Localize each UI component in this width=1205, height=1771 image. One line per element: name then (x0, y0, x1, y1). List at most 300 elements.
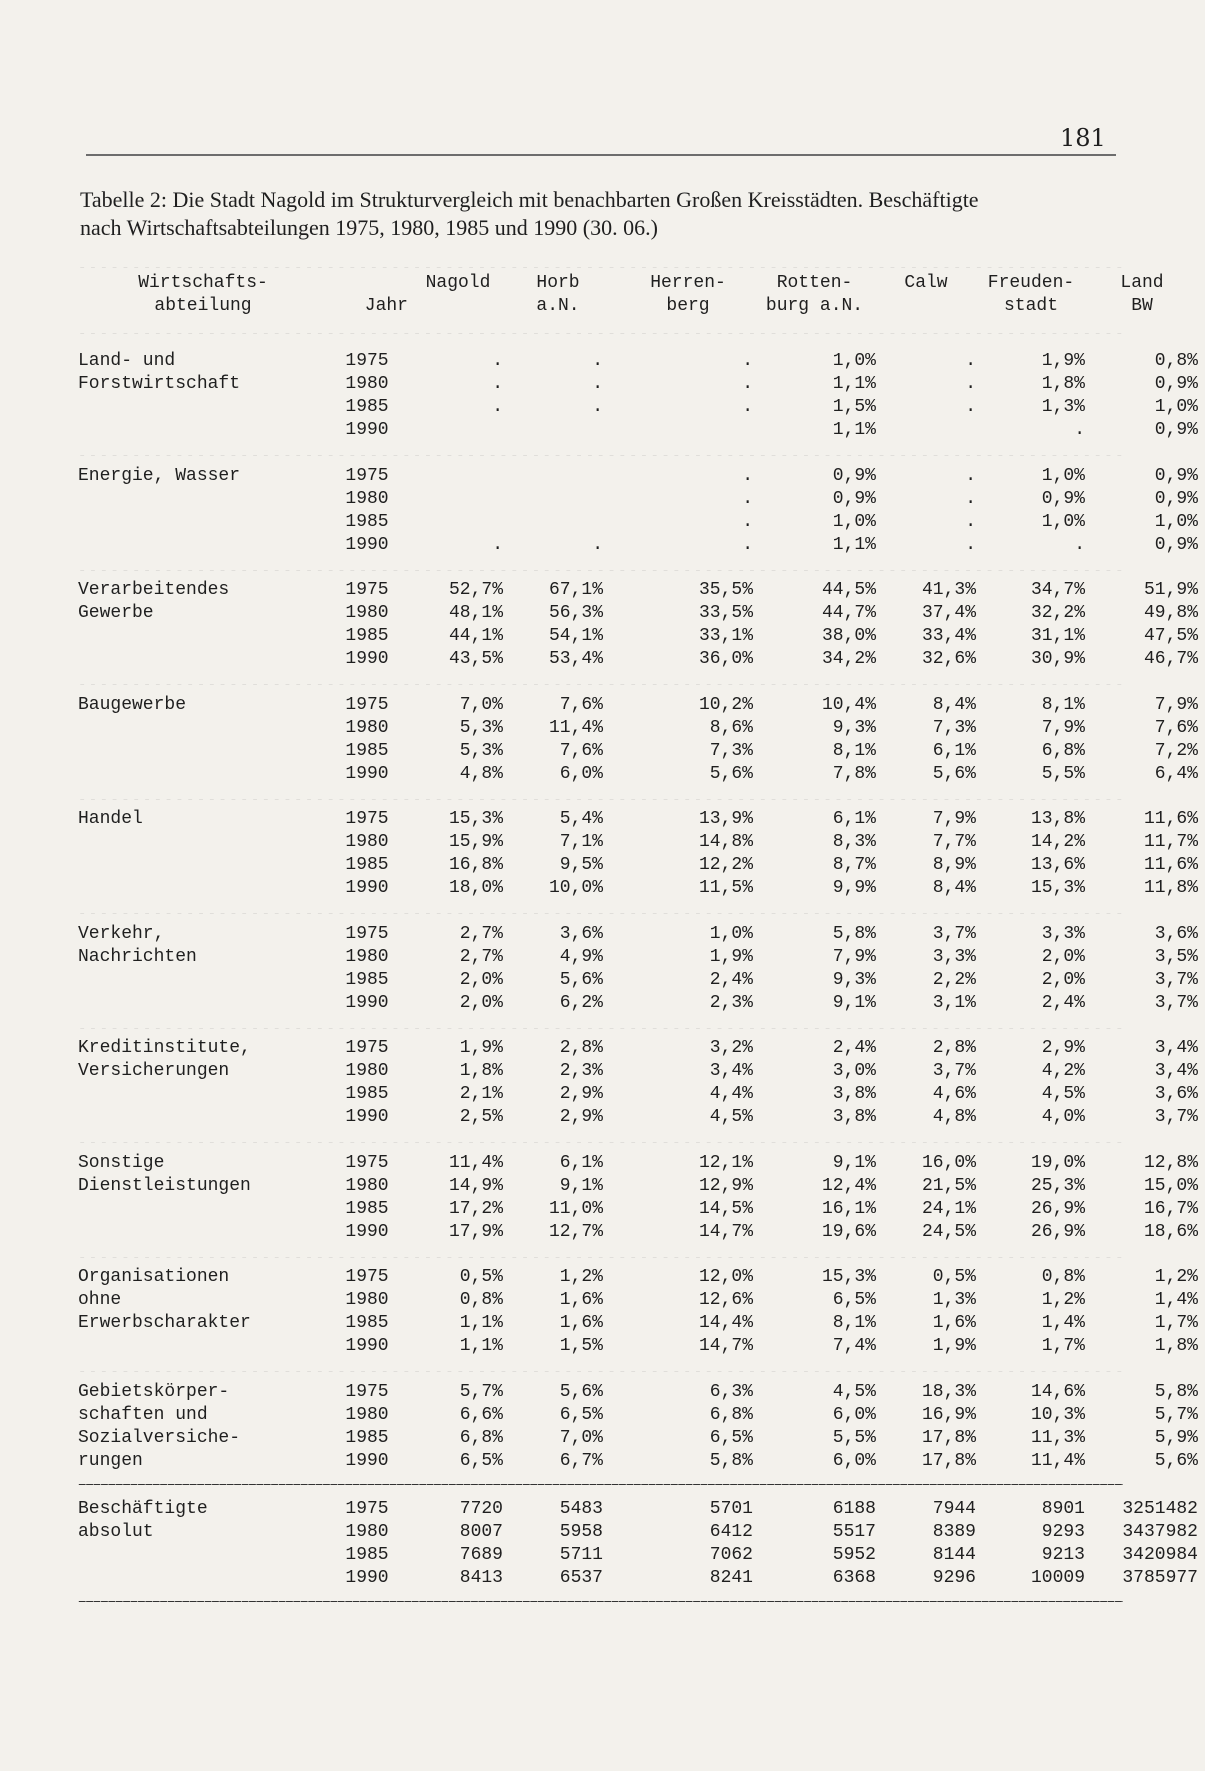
section-label: Erwerbscharakter (78, 1313, 251, 1333)
table-cell: 4,9% (559, 946, 603, 967)
table-cell: 1,1% (832, 534, 876, 555)
row-year: 1990 (345, 649, 389, 669)
table-cell: 3420984 (1122, 1545, 1198, 1565)
header-column: Calw (904, 273, 948, 293)
table-cell: 8,6% (709, 717, 753, 738)
table-cell: 5,6% (559, 969, 603, 990)
section-label: Kreditinstitute, (78, 1038, 251, 1058)
table-cell: 12,1% (698, 1152, 753, 1173)
table-cell: 51,9% (1143, 580, 1198, 600)
table-cell: 2,0% (1041, 969, 1085, 990)
table-cell: 2,0% (1041, 946, 1085, 967)
section-label: Sozialversiche- (78, 1427, 241, 1448)
row-year: 1985 (345, 626, 389, 646)
table-cell: 1,8% (1154, 1336, 1198, 1356)
table-cell: 14,5% (698, 1198, 753, 1219)
table-cell: 6,6% (459, 1404, 503, 1425)
table-cell: 5,7% (459, 1381, 503, 1402)
table-cell: 7,2% (1154, 740, 1198, 761)
table-cell: 6,5% (459, 1450, 503, 1471)
table-cell: 11,6% (1143, 809, 1198, 829)
table-cell: 9213 (1041, 1545, 1085, 1565)
table-cell: . (965, 488, 976, 509)
table-cell: 17,8% (921, 1450, 976, 1471)
table-cell: . (592, 351, 603, 371)
table-cell: . (742, 534, 753, 555)
table-cell: 7,6% (559, 694, 603, 715)
row-year: 1980 (345, 1290, 389, 1310)
table-cell: 16,7% (1143, 1198, 1198, 1219)
row-year: 1980 (345, 488, 389, 509)
table-cell: 15,3% (448, 809, 503, 829)
table-cell: . (592, 534, 603, 555)
table-cell: 11,0% (548, 1198, 603, 1219)
section-rule (78, 790, 1123, 800)
table-cell: . (1074, 534, 1085, 555)
table-cell: 6,4% (1154, 763, 1198, 784)
table-cell: 3,6% (559, 923, 603, 944)
table-cell: 10,0% (548, 878, 603, 898)
table-cell: 6,0% (559, 763, 603, 784)
table-cell: 9,9% (832, 878, 876, 898)
table-cell: . (492, 534, 503, 555)
row-year: 1985 (345, 1545, 389, 1565)
table-cell: 6,1% (832, 809, 876, 829)
table-cell: 6,0% (832, 1450, 876, 1471)
table-cell: 6,2% (559, 992, 603, 1013)
table-cell: 18,0% (448, 878, 503, 898)
table-cell: 11,4% (1030, 1450, 1085, 1471)
section-label: Gewerbe (78, 603, 154, 623)
table-cell: 0,8% (1154, 351, 1198, 371)
table-cell: 12,9% (698, 1175, 753, 1196)
table-cell: . (492, 374, 503, 394)
table-cell: 8901 (1041, 1499, 1085, 1519)
row-year: 1990 (345, 1107, 389, 1127)
section-rule (78, 675, 1123, 685)
table-cell: 7944 (932, 1499, 976, 1519)
table-cell: . (742, 397, 753, 417)
table-cell: 7,1% (559, 832, 603, 852)
row-year: 1990 (345, 534, 389, 555)
table-cell: 12,7% (548, 1221, 603, 1242)
row-year: 1980 (345, 374, 389, 394)
table-cell: 13,6% (1030, 855, 1085, 875)
table-caption (80, 186, 1125, 242)
table-cell: 11,7% (1143, 832, 1198, 852)
table-cell: 1,6% (559, 1290, 603, 1310)
table-cell: 7,6% (1154, 717, 1198, 738)
table-cell: 47,5% (1143, 626, 1198, 646)
row-year: 1990 (345, 1450, 389, 1471)
table-cell: 9,5% (559, 855, 603, 875)
row-year: 1980 (345, 603, 389, 623)
table-cell: . (742, 465, 753, 486)
table-cell: 5952 (832, 1545, 876, 1565)
header-column: stadt (1003, 296, 1058, 316)
table-cell: 14,2% (1030, 832, 1085, 852)
table-cell: 0,9% (1041, 488, 1085, 509)
table-cell: 16,8% (448, 855, 503, 875)
row-year: 1980 (345, 1175, 389, 1196)
table-cell: 2,2% (932, 969, 976, 990)
table-cell: 8,4% (932, 878, 976, 898)
table-cell: 33,4% (921, 626, 976, 646)
header-column: burg a.N. (765, 296, 864, 316)
table-cell: 0,8% (1041, 1267, 1085, 1287)
section-rule (78, 1362, 1123, 1372)
table-cell: 11,4% (548, 717, 603, 738)
table-cell: . (965, 374, 976, 394)
row-year: 1985 (345, 397, 389, 417)
table-cell: 6537 (559, 1568, 603, 1588)
table-cell: . (965, 511, 976, 532)
table-cell: 3,0% (832, 1061, 876, 1081)
table-cell: 0,8% (459, 1290, 503, 1310)
header-year: Jahr (364, 296, 408, 316)
table-cell: 5517 (832, 1522, 876, 1542)
table-cell: 5,6% (709, 763, 753, 784)
table-cell: 3785977 (1122, 1568, 1198, 1588)
row-year: 1975 (345, 1152, 389, 1173)
table-cell: 2,8% (559, 1038, 603, 1058)
header-category: Wirtschafts- (138, 273, 268, 293)
table-cell: 14,7% (698, 1221, 753, 1242)
table-cell: 2,4% (709, 969, 753, 990)
table-cell: 5,8% (832, 923, 876, 944)
table-cell: 49,8% (1143, 603, 1198, 623)
section-rule (78, 904, 1123, 914)
table-cell: 3,7% (1154, 992, 1198, 1013)
table-cell: 7062 (709, 1545, 753, 1565)
table-cell: 13,9% (698, 809, 753, 829)
table-cell: 1,0% (832, 511, 876, 532)
table-cell: 2,5% (459, 1107, 503, 1127)
table-cell: 2,7% (459, 923, 503, 944)
table-cell: 4,8% (932, 1107, 976, 1127)
table-cell: 5711 (559, 1545, 603, 1565)
table-cell: 8,1% (832, 740, 876, 761)
table-cell: 5,5% (1041, 763, 1085, 784)
table-cell: 1,7% (1154, 1313, 1198, 1333)
table-cell: 15,0% (1143, 1175, 1198, 1196)
header-column: Nagold (425, 273, 491, 293)
table-cell: 1,0% (832, 351, 876, 371)
table-cell: 7,6% (559, 740, 603, 761)
table-cell: 41,3% (921, 580, 976, 600)
table-cell: . (965, 534, 976, 555)
table-cell: 8413 (459, 1568, 503, 1588)
table-cell: 5,8% (709, 1450, 753, 1471)
table-cell: 7,0% (559, 1427, 603, 1448)
table-cell: 17,8% (921, 1427, 976, 1448)
table-cell: 3,7% (932, 1061, 976, 1081)
table-cell: 1,7% (1041, 1336, 1085, 1356)
table-cell: 5,3% (459, 717, 503, 738)
table-cell: 11,3% (1030, 1427, 1085, 1448)
row-year: 1990 (345, 1336, 389, 1356)
section-label: Organisationen (78, 1267, 230, 1287)
table-cell: 1,2% (559, 1267, 603, 1287)
section-label: Baugewerbe (78, 694, 187, 715)
table-cell: 1,6% (559, 1313, 603, 1333)
row-year: 1990 (345, 420, 389, 440)
row-year: 1990 (345, 1568, 389, 1588)
table-cell: 5,7% (1154, 1404, 1198, 1425)
table-cell: 3,6% (1154, 1084, 1198, 1104)
table-cell: 7,9% (932, 809, 976, 829)
table-bottom-rule (78, 1594, 1123, 1604)
table-cell: 6,8% (459, 1427, 503, 1448)
row-year: 1985 (345, 855, 389, 875)
table-cell: 8,1% (1041, 694, 1085, 715)
table-cell: 16,9% (921, 1404, 976, 1425)
row-year: 1975 (345, 580, 389, 600)
section-rule (78, 1019, 1123, 1029)
table-cell: 4,2% (1041, 1061, 1085, 1081)
table-cell: 2,0% (459, 992, 503, 1013)
table-cell: 10009 (1030, 1568, 1085, 1588)
header-column: a.N. (536, 296, 580, 316)
table-cell: 19,6% (821, 1221, 876, 1242)
table-cell: 54,1% (548, 626, 603, 646)
table-cell: 30,9% (1030, 649, 1085, 669)
table-cell: 8,1% (832, 1313, 876, 1333)
row-year: 1975 (345, 1499, 389, 1519)
table-cell: 24,1% (921, 1198, 976, 1219)
row-year: 1975 (345, 351, 389, 371)
table-cell: 1,6% (932, 1313, 976, 1333)
row-year: 1990 (345, 878, 389, 898)
row-year: 1980 (345, 1061, 389, 1081)
table-cell: 31,1% (1030, 626, 1085, 646)
table-cell: 33,5% (698, 603, 753, 623)
row-year: 1985 (345, 1198, 389, 1219)
table-cell: 34,2% (821, 649, 876, 669)
row-year: 1980 (345, 1522, 389, 1542)
table-cell: 5483 (559, 1499, 603, 1519)
table-cell: 36,0% (698, 649, 753, 669)
table-cell: 9,1% (559, 1175, 603, 1196)
table-cell: 1,4% (1154, 1290, 1198, 1310)
table-cell: 15,3% (821, 1267, 876, 1287)
header-rule (86, 154, 1116, 156)
table-cell: 3,3% (932, 946, 976, 967)
table-cell: 0,9% (832, 465, 876, 486)
table-cell: 26,9% (1030, 1221, 1085, 1242)
table-cell: . (965, 397, 976, 417)
table-cell: 0,9% (832, 488, 876, 509)
table-cell: 5958 (559, 1522, 603, 1542)
table-cell: 7,8% (832, 763, 876, 784)
row-year: 1985 (345, 1313, 389, 1333)
table-cell: 2,8% (932, 1038, 976, 1058)
table-cell: . (965, 351, 976, 371)
table-cell: 1,1% (459, 1313, 503, 1333)
section-label: Handel (78, 809, 143, 829)
section-label: Gebietskörper- (78, 1381, 230, 1402)
table-cell: 37,4% (921, 603, 976, 623)
table-cell: 11,6% (1143, 855, 1198, 875)
header-category: abteilung (154, 296, 252, 316)
table-cell: 46,7% (1143, 649, 1198, 669)
row-year: 1975 (345, 465, 389, 486)
section-rule (78, 1477, 1123, 1487)
section-label: schaften und (78, 1404, 208, 1425)
row-year: 1975 (345, 694, 389, 715)
table-cell: 9293 (1041, 1522, 1085, 1542)
table-cell: 1,5% (832, 397, 876, 417)
row-year: 1990 (345, 1221, 389, 1242)
table-cell: 17,9% (448, 1221, 503, 1242)
table-cell: 8,9% (932, 855, 976, 875)
row-year: 1980 (345, 832, 389, 852)
row-year: 1975 (345, 1038, 389, 1058)
table-cell: 16,1% (821, 1198, 876, 1219)
table-cell: 2,0% (459, 969, 503, 990)
caption-line-2: nach Wirtschaftsabteilungen 1975, 1980, 1985 und 1990 (30. 06.) (80, 215, 658, 240)
table-cell: 7,9% (1041, 717, 1085, 738)
table-cell: 3,2% (709, 1038, 753, 1058)
table-cell: 3251482 (1122, 1499, 1198, 1519)
table-cell: 1,9% (459, 1038, 503, 1058)
table-cell: 6,1% (559, 1152, 603, 1173)
table-cell: 7,7% (932, 832, 976, 852)
table-cell: 2,3% (709, 992, 753, 1013)
table-cell: 3,8% (832, 1084, 876, 1104)
table-cell: 2,1% (459, 1084, 503, 1104)
table-cell: 33,1% (698, 626, 753, 646)
section-label: ohne (78, 1290, 122, 1310)
table-cell: 7,9% (1154, 694, 1198, 715)
row-year: 1985 (345, 511, 389, 532)
table-cell: 1,0% (1154, 511, 1198, 532)
table-cell: 0,9% (1154, 465, 1198, 486)
table-cell: 5,9% (1154, 1427, 1198, 1448)
table-cell: 1,2% (1041, 1290, 1085, 1310)
table-cell: 44,5% (821, 580, 876, 600)
table-cell: 0,9% (1154, 488, 1198, 509)
table-cell: 7,3% (709, 740, 753, 761)
table-cell: 44,1% (448, 626, 503, 646)
table-cell: 10,3% (1030, 1404, 1085, 1425)
table-top-rule (78, 258, 1123, 268)
table-cell: 2,4% (1041, 992, 1085, 1013)
table-cell: 6,7% (559, 1450, 603, 1471)
table-cell: 2,3% (559, 1061, 603, 1081)
row-year: 1980 (345, 1404, 389, 1425)
table-cell: 1,0% (1154, 397, 1198, 417)
table-cell: 12,0% (698, 1267, 753, 1287)
table-cell: 6,0% (832, 1404, 876, 1425)
table-cell: 0,9% (1154, 420, 1198, 440)
row-year: 1985 (345, 1084, 389, 1104)
row-year: 1975 (345, 809, 389, 829)
table-cell: 3437982 (1122, 1522, 1198, 1542)
row-year: 1975 (345, 1381, 389, 1402)
table-cell: . (1074, 420, 1085, 440)
row-year: 1990 (345, 992, 389, 1013)
table-cell: . (492, 351, 503, 371)
table-cell: 12,6% (698, 1290, 753, 1310)
table-cell: . (592, 397, 603, 417)
section-rule (78, 1133, 1123, 1143)
section-label: Beschäftigte (78, 1499, 208, 1519)
table-cell: 14,8% (698, 832, 753, 852)
table-cell: 3,3% (1041, 923, 1085, 944)
section-label: Dienstleistungen (78, 1175, 251, 1196)
table-cell: 7,4% (832, 1336, 876, 1356)
header-column: Horb (536, 273, 580, 293)
table-cell: 13,8% (1030, 809, 1085, 829)
table-cell: 1,1% (832, 374, 876, 394)
table-cell: 14,4% (698, 1313, 753, 1333)
row-year: 1985 (345, 1427, 389, 1448)
table-cell: 15,3% (1030, 878, 1085, 898)
section-rule (78, 561, 1123, 571)
table-cell: 15,9% (448, 832, 503, 852)
table-cell: 6,5% (559, 1404, 603, 1425)
table-cell: 26,9% (1030, 1198, 1085, 1219)
table-cell: 9,1% (832, 992, 876, 1013)
table-cell: 21,5% (921, 1175, 976, 1196)
table-cell: . (592, 374, 603, 394)
table-cell: 1,8% (1041, 374, 1085, 394)
table-cell: 1,5% (559, 1336, 603, 1356)
section-label: Land- und (78, 351, 176, 371)
table-cell: 10,2% (698, 694, 753, 715)
section-label: rungen (78, 1450, 143, 1471)
table-cell: 5,3% (459, 740, 503, 761)
table-cell: . (742, 488, 753, 509)
table-cell: 8144 (932, 1545, 976, 1565)
table-cell: 3,4% (1154, 1061, 1198, 1081)
row-year: 1990 (345, 763, 389, 784)
table-cell: 7720 (459, 1499, 503, 1519)
row-year: 1975 (345, 1267, 389, 1287)
table-cell: 1,9% (932, 1336, 976, 1356)
table-cell: 1,0% (709, 923, 753, 944)
section-label: Forstwirtschaft (78, 374, 241, 394)
table-cell: 7,3% (932, 717, 976, 738)
table-cell: 6,8% (709, 1404, 753, 1425)
caption-line-1: Tabelle 2: Die Stadt Nagold im Strukturvergleich mit benachbarten Großen Kreisstädten. Beschäftigte (80, 187, 979, 212)
table-cell: 6,5% (709, 1427, 753, 1448)
table-cell: 5,6% (559, 1381, 603, 1402)
section-label: Verarbeitendes (78, 580, 230, 600)
table-cell: 9,3% (832, 969, 876, 990)
header-column: Rotten- (776, 273, 853, 293)
header-bottom-rule (78, 324, 1123, 334)
table-cell: 5,6% (1154, 1450, 1198, 1471)
row-year: 1980 (345, 946, 389, 967)
table-cell: 3,5% (1154, 946, 1198, 967)
table-cell: 17,2% (448, 1198, 503, 1219)
table-cell: 1,0% (1041, 465, 1085, 486)
table-cell: 32,2% (1030, 603, 1085, 623)
table-cell: 1,0% (1041, 511, 1085, 532)
table-cell: 4,6% (932, 1084, 976, 1104)
table-cell: 6,1% (932, 740, 976, 761)
table-cell: 6368 (832, 1568, 876, 1588)
table-cell: 2,9% (1041, 1038, 1085, 1058)
table-cell: 5701 (709, 1499, 753, 1519)
header-column: Herren- (650, 273, 726, 293)
table-cell: 5,4% (559, 809, 603, 829)
table-cell: 4,5% (1041, 1084, 1085, 1104)
table-cell: 1,8% (459, 1061, 503, 1081)
section-label: Versicherungen (78, 1061, 230, 1081)
